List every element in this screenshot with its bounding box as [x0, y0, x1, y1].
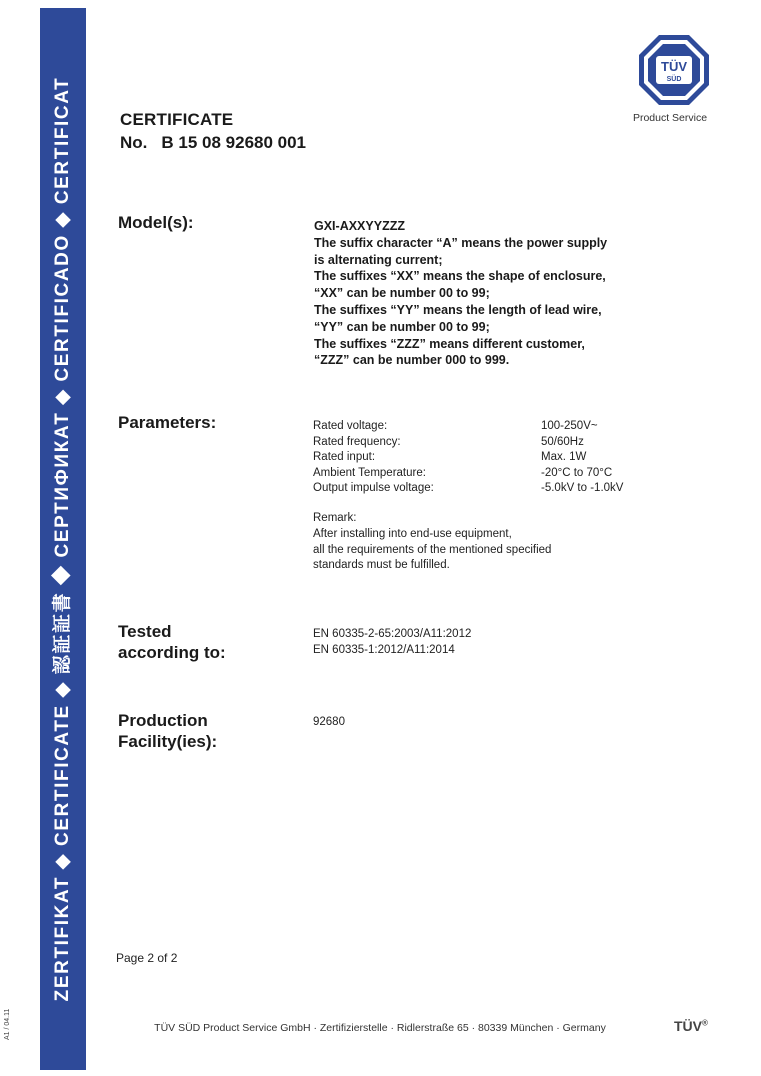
standards-list — [313, 627, 471, 659]
parameter-row — [313, 450, 701, 466]
parameter-row — [313, 466, 701, 482]
parameter-name: Rated voltage: — [313, 420, 388, 432]
side-band — [40, 8, 86, 1070]
standard-item: EN 60335-2-65:2003/A11:2012 — [313, 628, 472, 640]
logo-caption: Product Service — [632, 112, 708, 124]
parameter-value: -5.0kV to -1.0kV — [541, 482, 624, 494]
parameter-row — [313, 481, 701, 497]
model-line: The suffixes “XX” means the shape of enclosure, — [314, 269, 606, 284]
certificate-number-value: B 15 08 92680 001 — [161, 133, 307, 152]
page-number: Page 2 of 2 — [116, 951, 178, 965]
model-line: The suffixes “YY” means the length of lead wire, — [314, 302, 602, 317]
footer-trademark — [674, 1018, 708, 1034]
parameter-row — [313, 419, 701, 435]
remark-line: all the requirements of the mentioned specified — [313, 543, 552, 556]
registered-symbol: ® — [702, 1018, 708, 1028]
parameter-value: 100-250V~ — [541, 420, 598, 432]
tested-label — [118, 621, 226, 663]
side-band-text: ZERTIFIKAT ◆ CERTIFICATE ◆ 認証証書 ◆ СЕРТИФИКАТ ◆ CERTIFICADO ◆ CERTIFICAT — [52, 76, 73, 1002]
parameters-label: Parameters: — [118, 413, 217, 432]
footer-mark-text: TÜV — [674, 1018, 702, 1034]
parameter-name: Rated frequency: — [313, 435, 401, 448]
model-line: “ZZZ” can be number 000 to 999. — [314, 353, 510, 368]
parameter-value: Max. 1W — [541, 451, 587, 463]
certificate-number — [120, 133, 306, 153]
production-label — [118, 710, 217, 752]
remark-line: After installing into end-use equipment, — [313, 527, 512, 540]
model-line: “YY” can be number 00 to 99; — [314, 319, 490, 334]
parameters-table — [313, 419, 701, 497]
footer-address: TÜV SÜD Product Service GmbH · Zertifizierstelle · Ridlerstraße 65 · 80339 München · Germany — [154, 1022, 606, 1034]
parameter-name: Rated input: — [313, 451, 376, 463]
model-line: The suffixes “ZZZ” means different customer, — [314, 336, 585, 351]
version-mark — [4, 990, 18, 1040]
tuv-sud-logo — [638, 34, 710, 106]
remark-block — [313, 511, 643, 574]
model-line: is alternating current; — [314, 252, 443, 267]
parameter-row — [313, 435, 701, 451]
parameter-value: -20°C to 70°C — [541, 466, 613, 479]
tested-label-line2: according to: — [118, 643, 226, 662]
logo-wordmark-bottom: SÜD — [666, 76, 682, 83]
parameter-name: Output impulse voltage: — [313, 482, 434, 494]
model-line: “XX” can be number 00 to 99; — [314, 286, 490, 301]
models-label: Model(s): — [118, 213, 194, 232]
production-facility-value: 92680 — [313, 716, 345, 728]
parameter-value: 50/60Hz — [541, 435, 584, 448]
standard-item: EN 60335-1:2012/A11:2014 — [313, 643, 455, 656]
logo-wordmark-top: TÜV — [661, 59, 687, 74]
remark-line: standards must be fulfilled. — [313, 559, 450, 572]
model-line: The suffix character “A” means the power supply — [314, 235, 608, 250]
remark-line: Remark: — [313, 512, 357, 524]
certificate-title: CERTIFICATE — [120, 110, 234, 129]
parameter-name: Ambient Temperature: — [313, 466, 426, 479]
production-label-line1: Production — [118, 711, 208, 730]
model-line: GXI-AXXYYZZZ — [314, 219, 405, 233]
models-description — [314, 218, 674, 369]
certificate-number-label: No. — [120, 133, 148, 152]
version-mark-text: A1 / 04.11 — [4, 1008, 11, 1040]
production-label-line2: Facility(ies): — [118, 732, 218, 751]
tested-label-line1: Tested — [118, 622, 172, 641]
